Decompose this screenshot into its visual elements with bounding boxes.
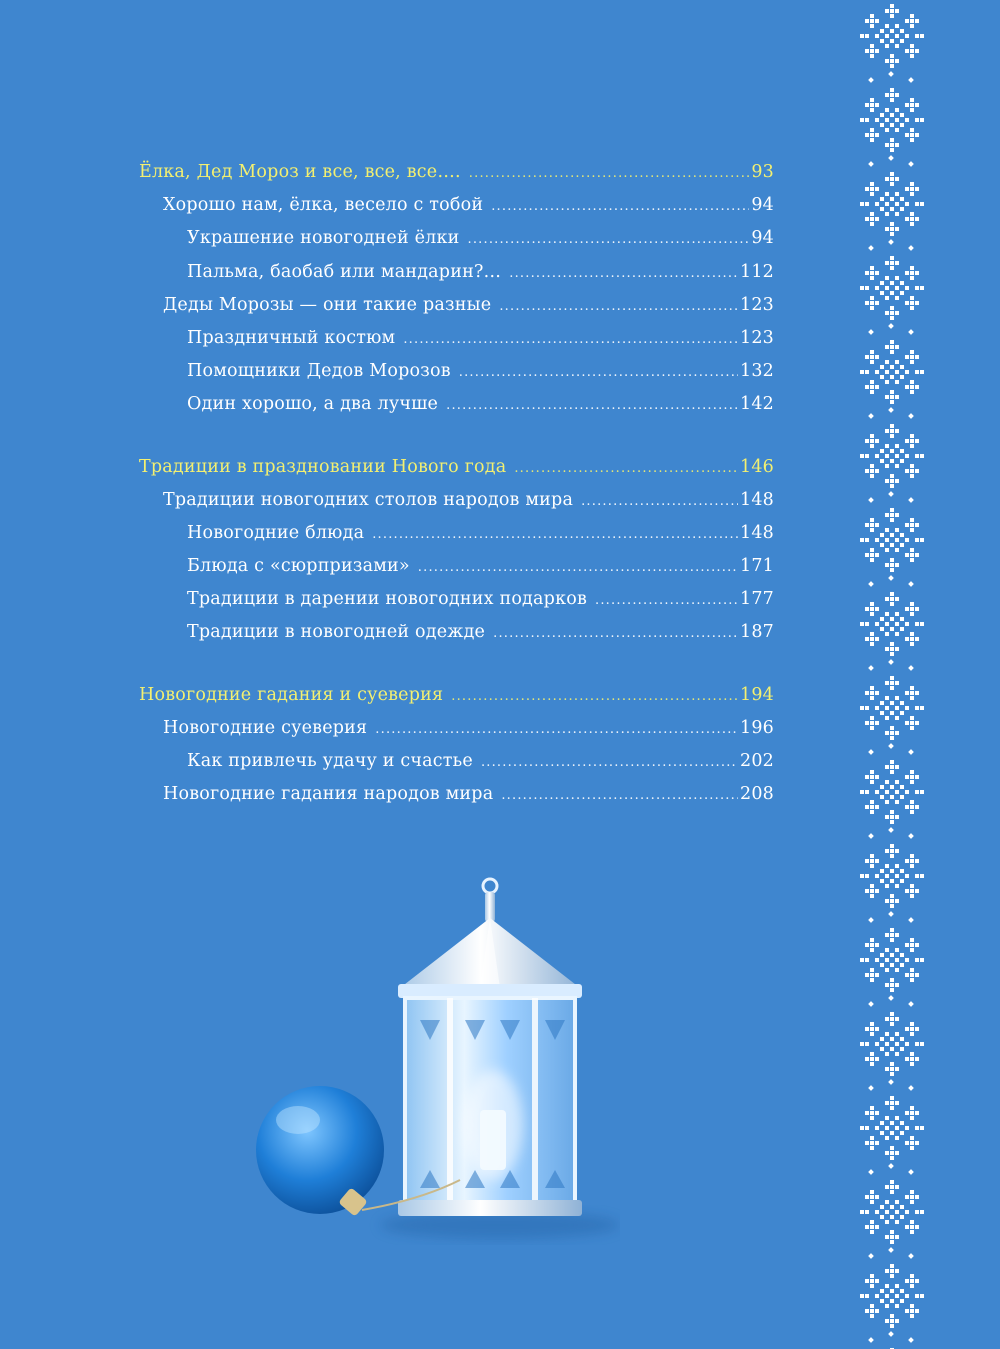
toc-page-number: 94	[751, 195, 774, 216]
toc-entry[interactable]	[163, 189, 774, 222]
toc-page-number: 208	[739, 784, 774, 805]
toc-page-number: 148	[739, 489, 774, 510]
snowflake-motif	[860, 1264, 924, 1343]
toc-entry[interactable]	[187, 745, 774, 778]
toc-entry[interactable]	[187, 388, 774, 421]
toc-page-number: 177	[739, 589, 774, 610]
toc-leader-dots	[446, 389, 738, 422]
toc-entry-title: Как привлечь удачу и счастье	[187, 751, 473, 771]
toc-chapter-entry[interactable]	[139, 679, 774, 712]
toc-page-number: 146	[739, 456, 774, 477]
toc-entry-title: Традиции в праздновании Нового года	[139, 456, 507, 477]
toc-leader-dots	[509, 257, 738, 290]
snowflake-motif	[860, 844, 924, 923]
toc-entry-title: Один хорошо, а два лучше	[187, 394, 439, 415]
snowflake-motif	[860, 172, 924, 251]
toc-entry[interactable]	[187, 222, 774, 255]
snowflake-ornament-band	[859, 0, 925, 1349]
snowflake-motif	[860, 424, 924, 503]
toc-entry[interactable]	[163, 778, 774, 811]
toc-entry[interactable]	[187, 355, 774, 388]
toc-leader-dots	[469, 157, 750, 190]
toc-page-number: 142	[739, 394, 774, 415]
toc-entry[interactable]	[187, 517, 774, 550]
toc-leader-dots	[375, 713, 738, 746]
toc-page-number: 123	[739, 327, 774, 348]
snowflake-motif	[860, 1180, 924, 1259]
toc-page-number: 187	[739, 622, 774, 643]
toc-leader-dots	[581, 485, 738, 518]
toc-leader-dots	[372, 518, 738, 551]
toc-chapter-entry[interactable]	[139, 451, 774, 484]
snowflake-motif	[860, 1012, 924, 1091]
toc-page-number: 112	[739, 261, 774, 282]
toc-section	[0, 451, 1000, 650]
toc-entry-title: Блюда с «сюрпризами»	[187, 556, 410, 577]
toc-leader-dots	[459, 356, 738, 389]
snowflake-motif	[860, 1096, 924, 1175]
toc-page-number: 123	[739, 294, 774, 315]
toc-leader-dots	[493, 617, 738, 650]
toc-entry-title: Деды Морозы — они такие разные	[163, 294, 492, 315]
snowflake-motif	[860, 760, 924, 839]
toc-page-number: 132	[739, 361, 774, 382]
toc-leader-dots	[595, 584, 738, 617]
toc-page-number: 148	[739, 522, 774, 543]
toc-page-number: 196	[739, 717, 774, 738]
toc-leader-dots	[514, 452, 738, 485]
toc-entry-title: Новогодние суеверия	[163, 717, 368, 738]
toc-entry[interactable]	[163, 484, 774, 517]
toc-leader-dots	[451, 680, 738, 713]
snowflake-motif	[860, 340, 924, 419]
toc-page-number: 194	[739, 684, 774, 705]
snowflake-motif	[860, 928, 924, 1007]
toc-entry[interactable]	[187, 322, 774, 355]
snowflake-motif	[860, 676, 924, 755]
toc-leader-dots	[491, 190, 749, 223]
toc-entry-title: Новогодние блюда	[187, 522, 365, 543]
toc-page-number: 202	[739, 751, 774, 771]
lantern-ornament-illustration	[250, 870, 620, 1250]
toc-entry-title: Украшение новогодней ёлки	[187, 228, 460, 249]
toc-entry-title: Хорошо нам, ёлка, весело с тобой	[163, 195, 484, 216]
toc-leader-dots	[467, 223, 749, 256]
toc-entry-title: Новогодние гадания народов мира	[163, 784, 494, 805]
toc-page-number: 93	[751, 162, 774, 182]
snowflake-motif	[860, 256, 924, 335]
toc-section	[0, 679, 1000, 812]
toc-entry-title: Ёлка, Дед Мороз и все, все, все….	[139, 162, 461, 182]
snowflake-motif	[860, 508, 924, 587]
toc-entry[interactable]	[187, 583, 774, 616]
toc-entry[interactable]	[163, 289, 774, 322]
toc-leader-dots	[481, 746, 738, 779]
snowflake-motif	[860, 4, 924, 83]
toc-entry[interactable]	[187, 256, 774, 289]
snowflake-motif	[860, 592, 924, 671]
toc-entry[interactable]	[187, 616, 774, 649]
toc-leader-dots	[499, 290, 738, 323]
toc-entry-title: Традиции в новогодней одежде	[187, 622, 486, 643]
toc-leader-dots	[418, 551, 738, 584]
toc-entry-title: Праздничный костюм	[187, 327, 396, 348]
toc-section	[0, 156, 1000, 422]
toc-entry[interactable]	[163, 712, 774, 745]
toc-leader-dots	[403, 323, 738, 356]
toc-entry-title: Традиции в дарении новогодних подарков	[187, 589, 587, 610]
snowflake-motif	[860, 88, 924, 167]
toc-chapter-entry[interactable]	[139, 156, 774, 189]
toc-leader-dots	[501, 779, 738, 812]
toc-page-number: 94	[751, 228, 774, 249]
toc-entry-title: Пальма, баобаб или мандарин?…	[187, 261, 502, 282]
toc-page-number: 171	[739, 556, 774, 577]
toc-entry-title: Традиции новогодних столов народов мира	[163, 489, 574, 510]
toc-entry[interactable]	[187, 550, 774, 583]
table-of-contents	[0, 156, 1000, 840]
toc-entry-title: Помощники Дедов Морозов	[187, 361, 451, 382]
toc-entry-title: Новогодние гадания и суеверия	[139, 684, 444, 705]
